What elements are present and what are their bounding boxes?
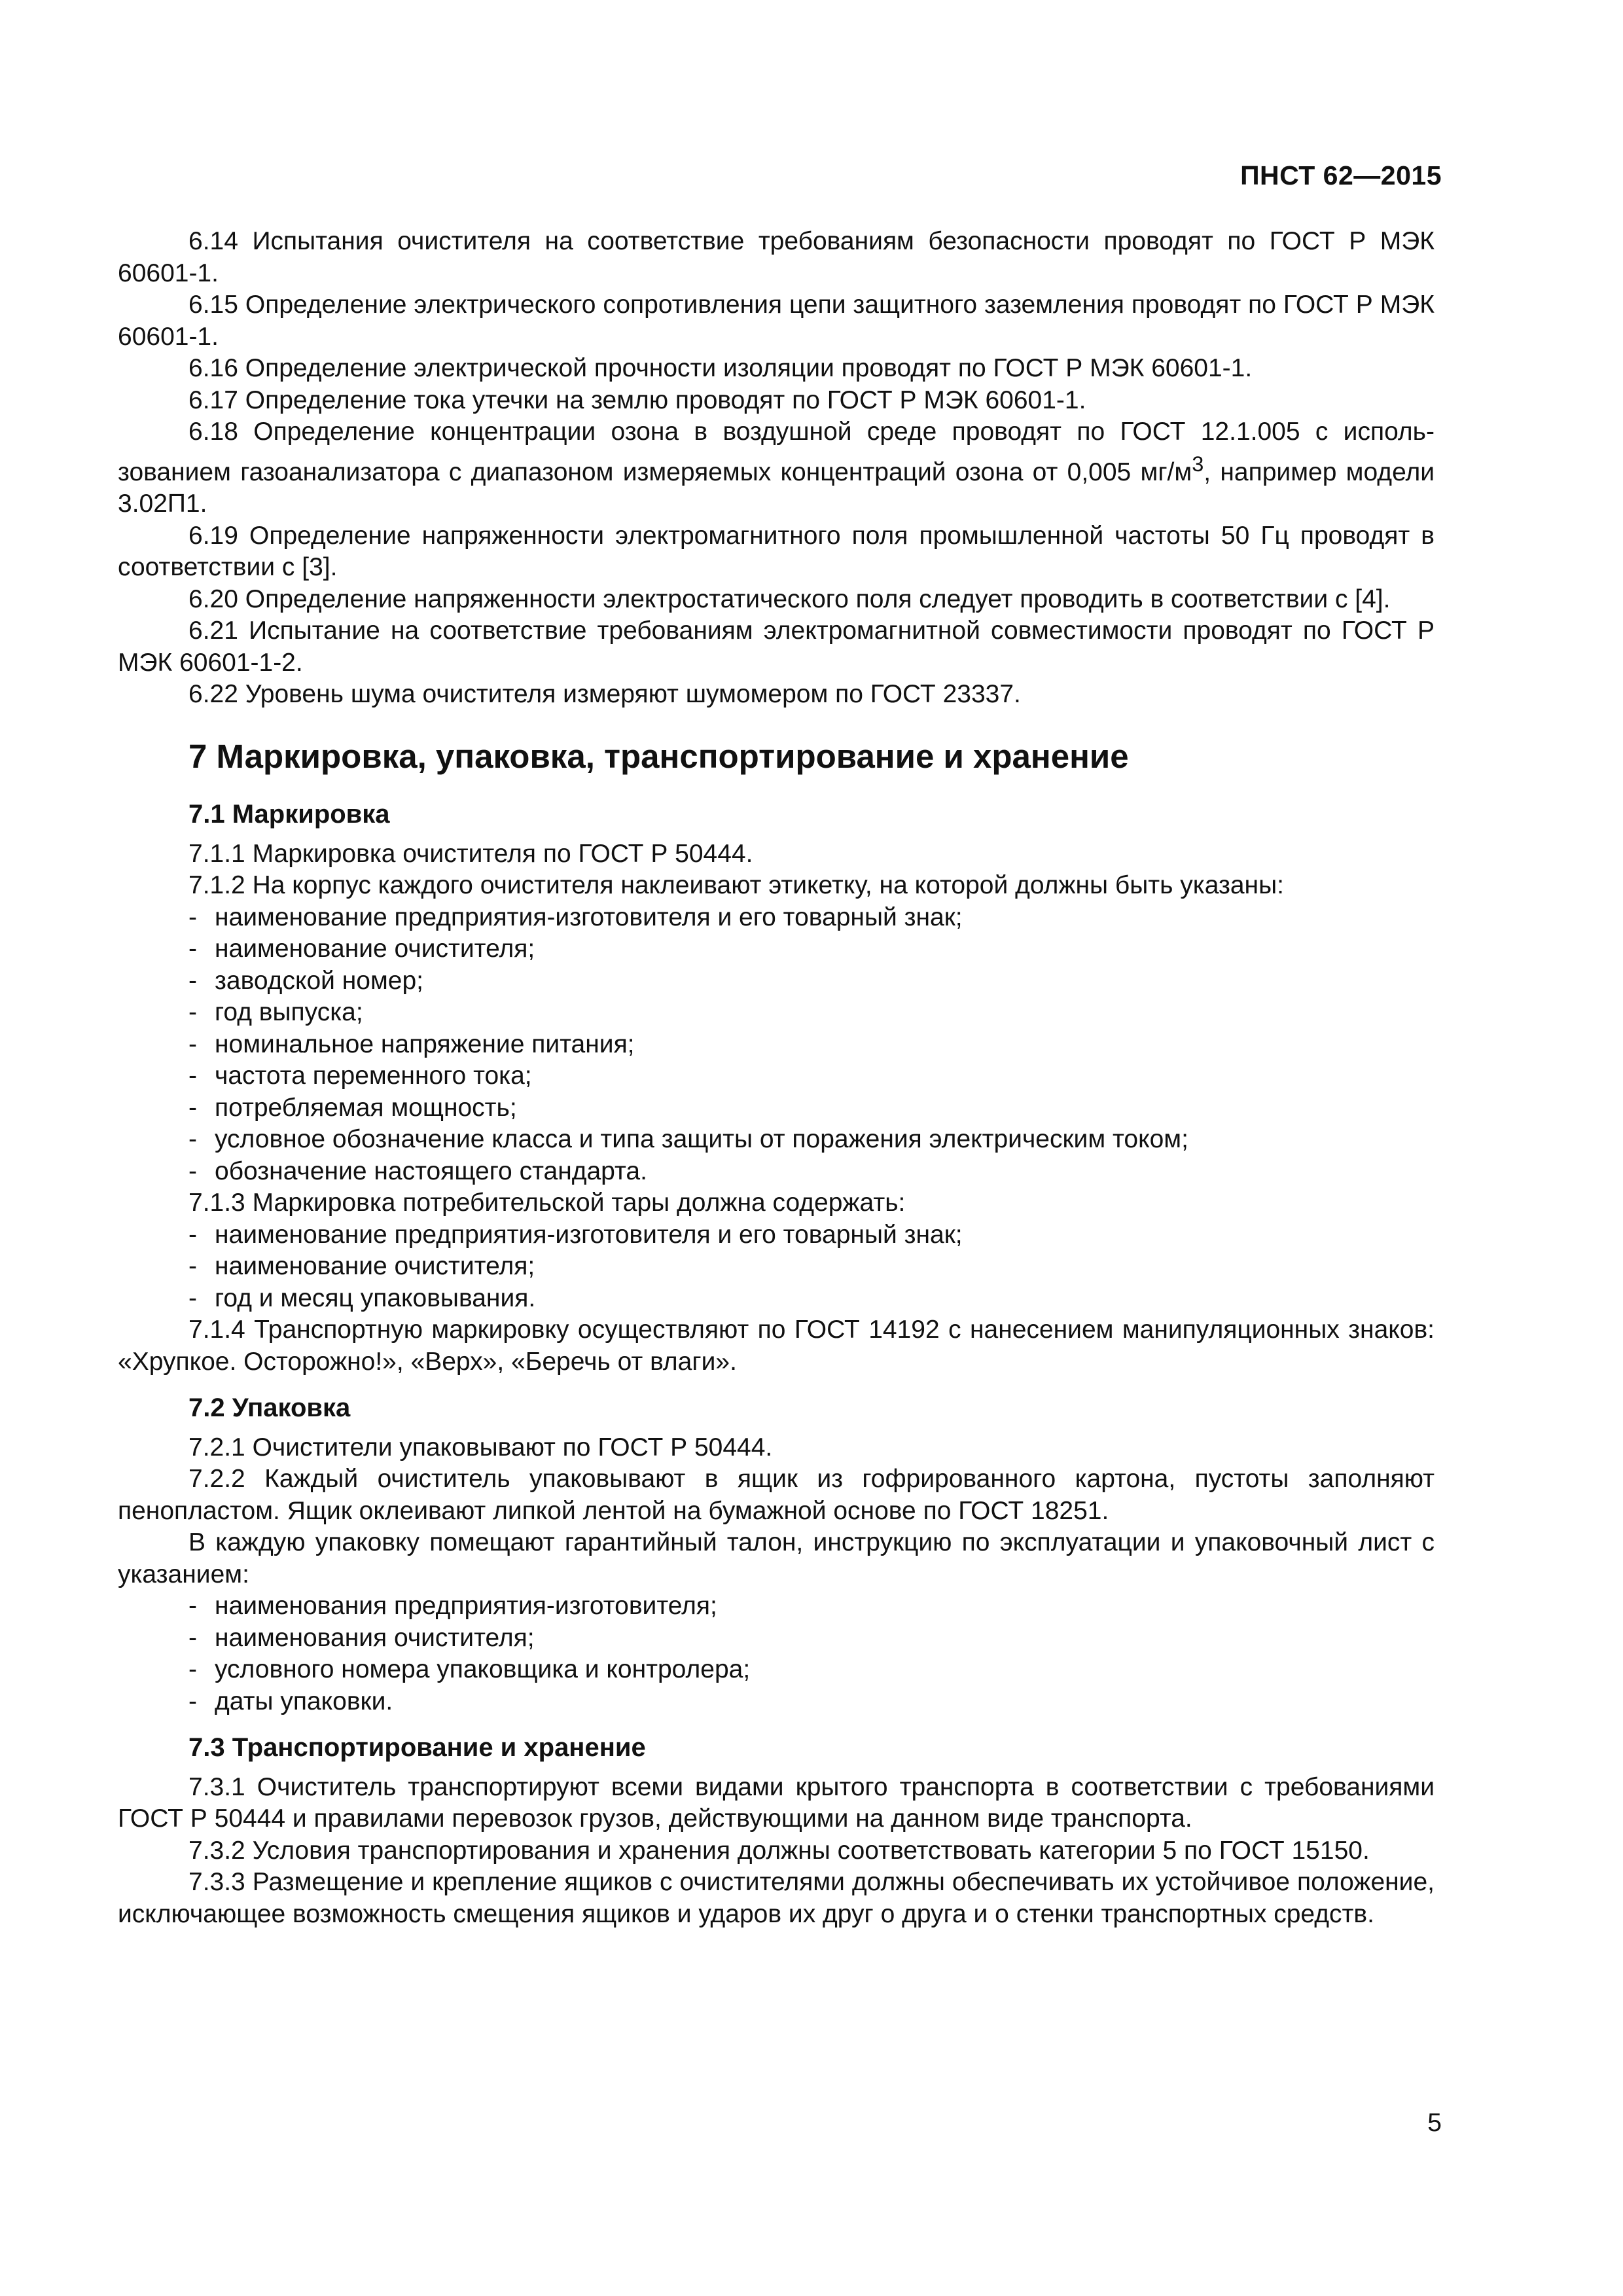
list-item: - наименования предприятия-изготовителя; — [188, 1592, 717, 1620]
clause-7-2-1: 7.2.1 Очистители упаковывают по ГОСТ Р 50444. — [188, 1433, 773, 1462]
clause-7-3-1: 7.3.1 Очиститель транспортируют всеми видами крытого транспорта в соответствии с требованиями ГОСТ Р 50444 и правилами перевозок грузов, действующими на данном виде транспорта. — [118, 1772, 1435, 1833]
clause-7-3-3: 7.3.3 Размещение и крепление ящиков с очистителями должны обеспечивать их устойчивое положение, исключающее возможность смещения ящиков и ударов их друг о друга и о стенки транспортных средств. — [118, 1868, 1435, 1928]
list-item: - год и месяц упаковывания. — [188, 1283, 536, 1312]
clause-7-2-2-continued: В каждую упаковку помещают гарантийный талон, инструкцию по эксплуатации и упаковочный лист с указанием: — [118, 1528, 1435, 1588]
page-number: 5 — [1427, 2109, 1442, 2137]
subsection-7-3-heading: 7.3 Транспортирование и хранение — [188, 1733, 646, 1762]
clause-6-14: 6.14 Испытания очистителя на соответствие требованиям безопасности проводят по ГОСТ Р МЭК 60601-1. — [118, 227, 1435, 287]
section-7-heading: 7 Маркировка, упаковка, транспортирование и хранение — [188, 737, 1129, 775]
list-item: - условного номера упаковщика и контролера; — [188, 1655, 751, 1683]
list-item: - даты упаковки. — [188, 1687, 393, 1715]
clause-7-2-2: 7.2.2 Каждый очиститель упаковывают в ящик из гофрированного картона, пустоты заполняют пенопластом. Ящик оклеивают липкой лентой на бумажной основе по ГОСТ 18251. — [118, 1465, 1435, 1525]
list-item: - наименования очистителя; — [188, 1623, 535, 1652]
list-item: - наименование предприятия-изготовителя и его товарный знак; — [188, 903, 963, 931]
subsection-7-2-heading: 7.2 Упаковка — [188, 1393, 351, 1422]
clause-6-16: 6.16 Определение электрической прочности изоляции проводят по ГОСТ Р МЭК 60601-1. — [188, 354, 1253, 382]
clause-6-19: 6.19 Определение напряженности электромагнитного поля промышленной частоты 50 Гц проводят в соответствии с [3]. — [118, 521, 1435, 581]
list-item: - год выпуска; — [188, 998, 363, 1026]
list-item: - заводской номер; — [188, 966, 424, 995]
list-7-1-3 — [118, 1219, 1435, 1315]
clause-6-18: 6.18 Определение концентрации озона в воздушной среде проводят по ГОСТ 12.1.005 с использованием газоанализатора с диапазоном измеряемых концентраций озона от 0,005 $мг/м^3$, например модели 3.02П1. — [118, 418, 1435, 518]
clause-7-1-4: 7.1.4 Транспортную маркировку осуществляют по ГОСТ 14192 с нанесением манипуляционных знаков: «Хрупкое. Осторожно!», «Верх», «Беречь от влаги». — [118, 1316, 1435, 1376]
clause-6-17: 6.17 Определение тока утечки на землю проводят по ГОСТ Р МЭК 60601-1. — [188, 386, 1086, 414]
clause-6-21: 6.21 Испытание на соответствие требованиям электромагнитной совместимости проводят по ГОСТ Р МЭК 60601-1-2. — [118, 617, 1435, 677]
clause-7-1-2: 7.1.2 На корпус каждого очистителя наклеивают этикетку, на которой должны быть указаны: — [188, 871, 1284, 899]
clause-6-20: 6.20 Определение напряженности электростатического поля следует проводить в соответствии с [4]. — [188, 584, 1391, 613]
list-item: - наименование предприятия-изготовителя и его товарный знак; — [188, 1220, 963, 1249]
subsection-7-1-heading: 7.1 Маркировка — [188, 800, 390, 829]
list-item: - условное обозначение класса и типа защиты от поражения электрическим током; — [188, 1125, 1188, 1153]
list-7-1-2 — [118, 902, 1435, 1188]
list-item: - номинальное напряжение питания; — [188, 1030, 635, 1058]
clause-7-3-2: 7.3.2 Условия транспортирования и хранения должны соответствовать категории 5 по ГОСТ 15150. — [188, 1836, 1370, 1865]
clause-6-22: 6.22 Уровень шума очистителя измеряют шумомером по ГОСТ 23337. — [188, 680, 1021, 708]
clause-7-1-1: 7.1.1 Маркировка очистителя по ГОСТ Р 50444. — [188, 839, 753, 868]
list-item: - наименование очистителя; — [188, 1252, 535, 1280]
page-content — [118, 226, 1435, 1930]
clause-6-15: 6.15 Определение электрического сопротивления цепи защитного заземления проводят по ГОСТ Р МЭК 60601-1. — [118, 291, 1435, 351]
document-id-header: ПНСТ 62—2015 — [1240, 160, 1442, 190]
list-item: - обозначение настоящего стандарта. — [188, 1157, 647, 1185]
list-item: - потребляемая мощность; — [188, 1093, 517, 1122]
list-7-2-2 — [118, 1590, 1435, 1717]
clause-7-1-3: 7.1.3 Маркировка потребительской тары должна содержать: — [188, 1189, 906, 1217]
list-item: - частота переменного тока; — [188, 1062, 532, 1090]
list-item: - наименование очистителя; — [188, 935, 535, 963]
